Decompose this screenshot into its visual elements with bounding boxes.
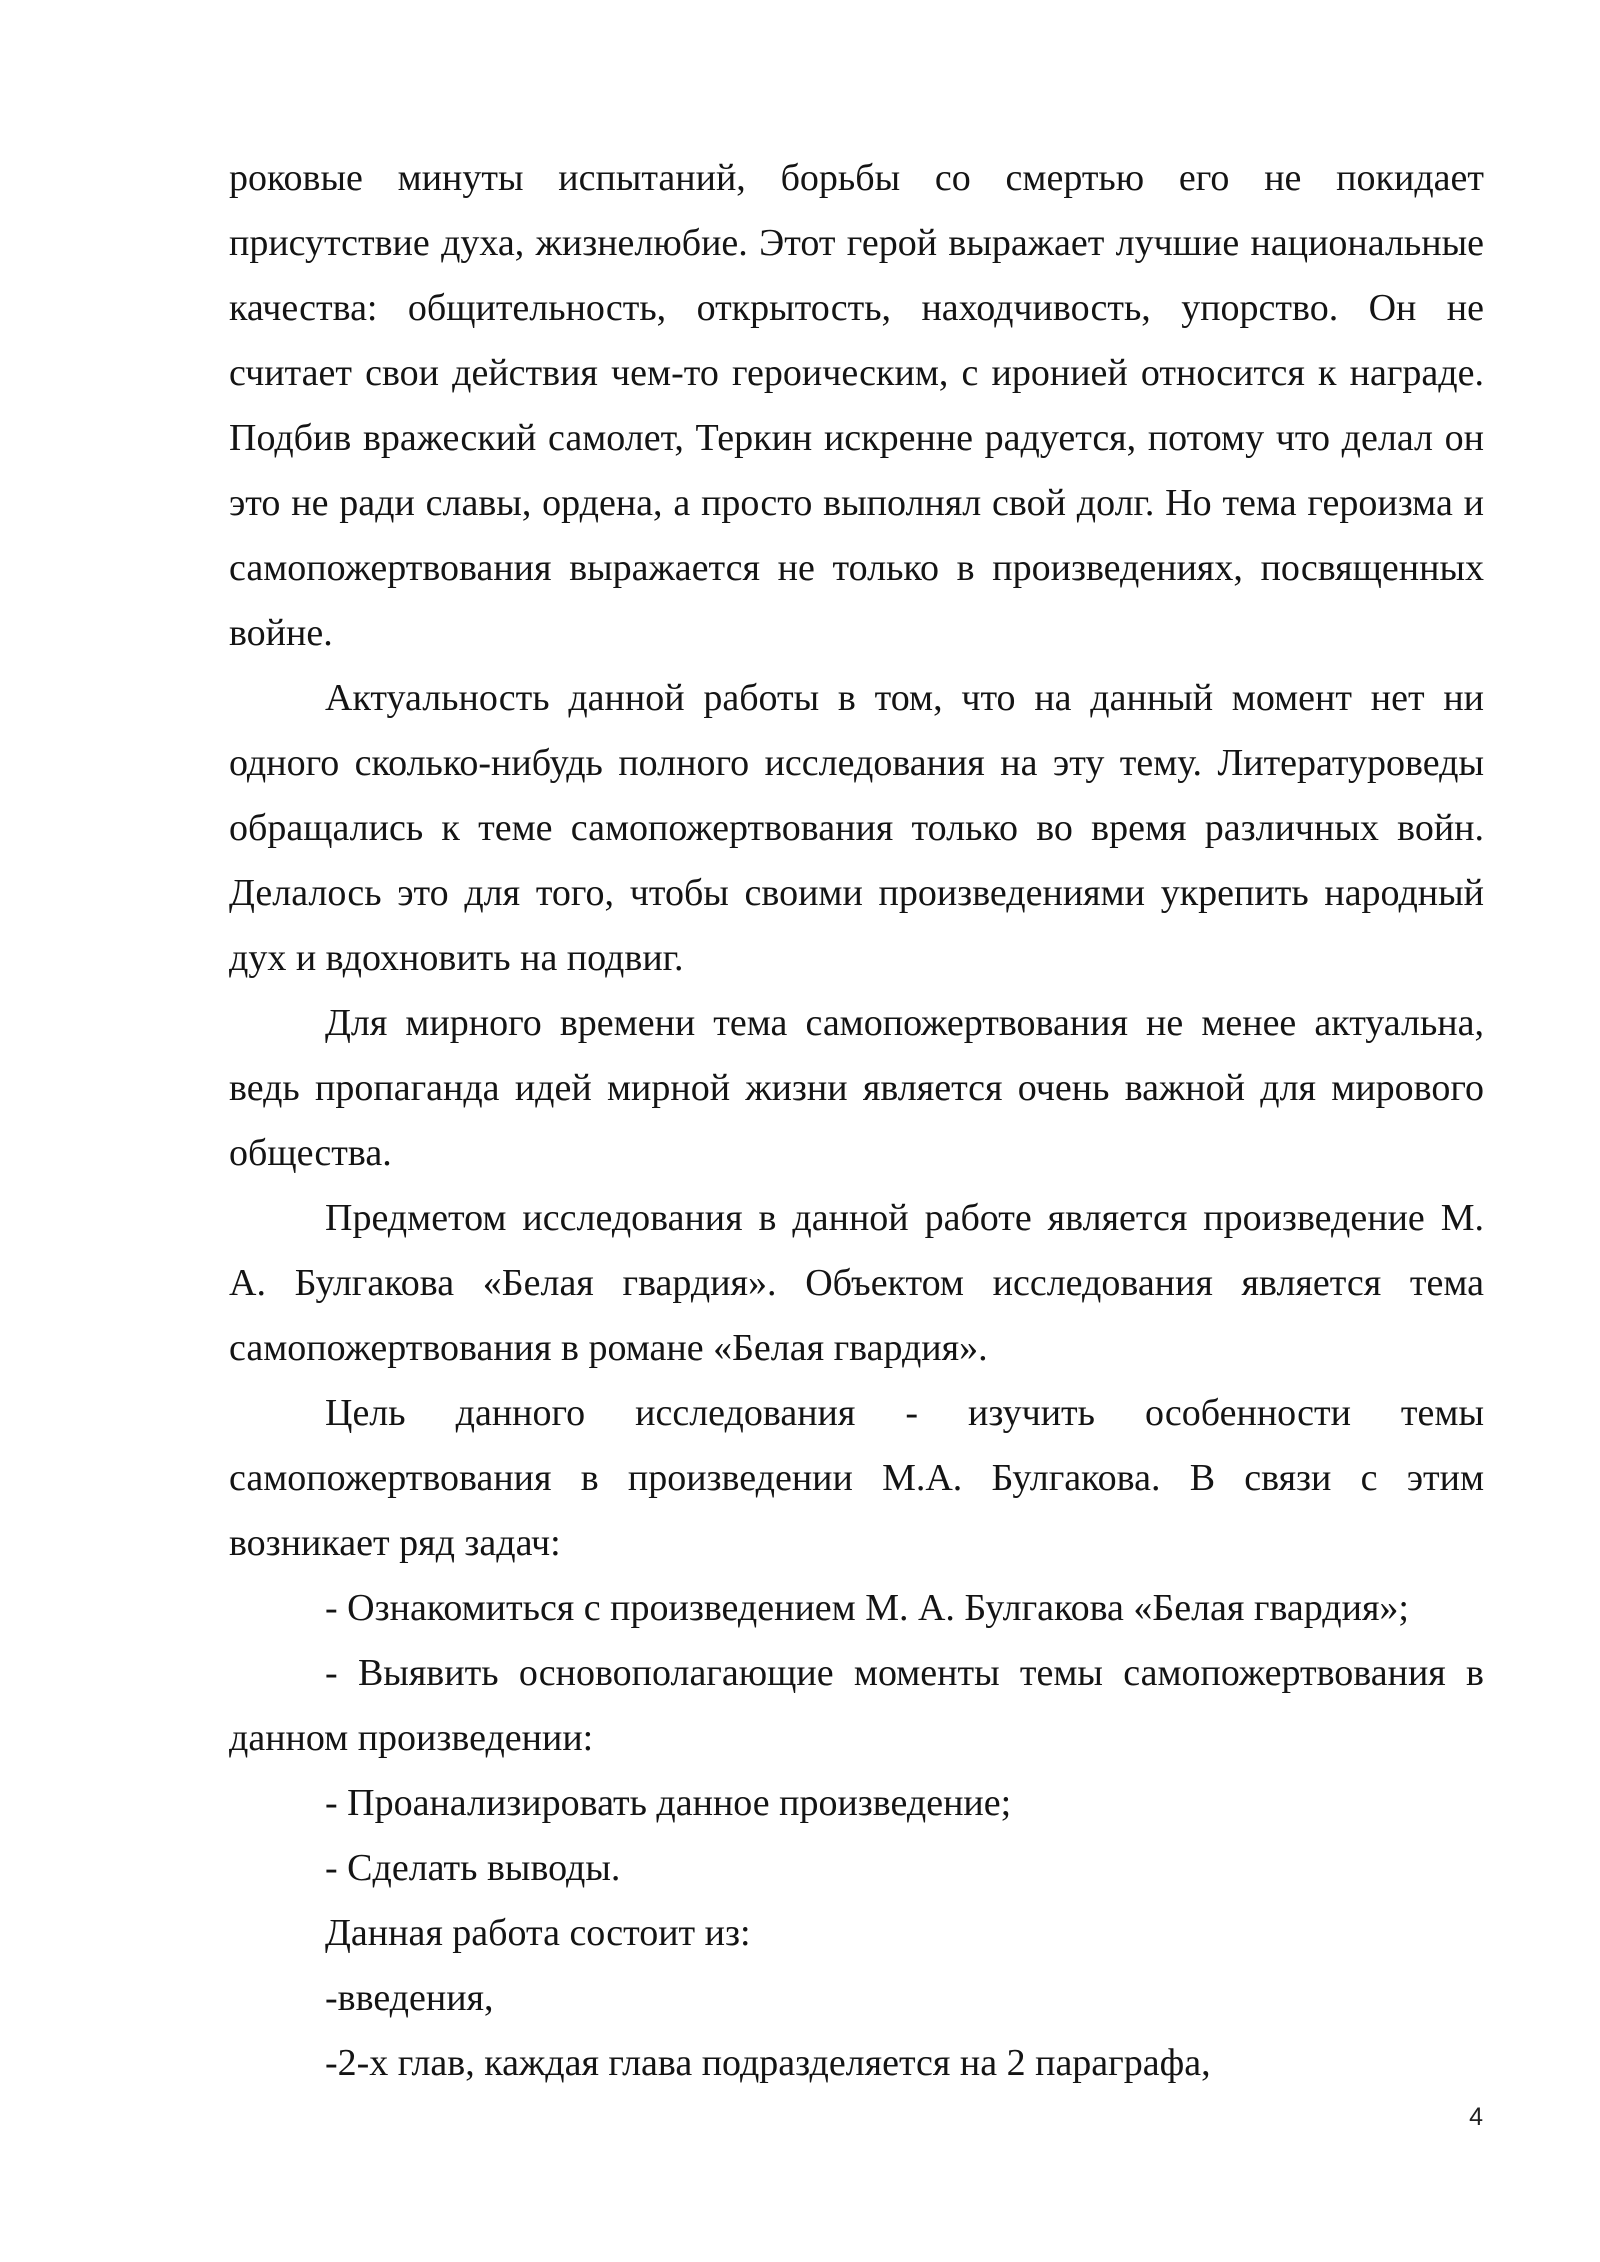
paragraph-relevance: Актуальность данной работы в том, что на данный момент нет ни одного сколько-нибудь полного исследования на эту тему. Литературоведы обращались к теме самопожертвования только во время различных войн. Делалось это для того, чтобы своими произведениями укрепить народный дух и вдохновить на подвиг. [229,677,1484,979]
task-item: - Ознакомиться с произведением М. А. Булгакова «Белая гвардия»; [325,1587,1409,1629]
structure-intro: Данная работа состоит из: [325,1912,751,1954]
structure-item: -2-х глав, каждая глава подразделяется на 2 параграфа, [325,2042,1211,2084]
page-number: 4 [1469,2103,1483,2131]
paragraph-peacetime: Для мирного времени тема самопожертвования не менее актуальна, ведь пропаганда идей мирной жизни является очень важной для мирового общества. [229,1002,1484,1174]
task-item: - Выявить основополагающие моменты темы самопожертвования в данном произведении: [229,1652,1484,1759]
task-item: - Проанализировать данное произведение; [325,1782,1012,1824]
paragraph-continuation: роковые минуты испытаний, борьбы со смертью его не покидает присутствие духа, жизнелюбие. Этот герой выражает лучшие национальные качества: общительность, открытость, находчивость, упорство. Он не считает свои действия чем-то героическим, с иронией относится к награде. Подбив вражеский самолет, Теркин искренне радуется, потому что делал он это не ради славы, ордена, а просто выполнял свой долг. Но тема героизма и самопожертвования выражается не только в произведениях, посвященных войне. [229,157,1484,654]
paragraph-subject-object: Предметом исследования в данной работе является произведение М. А. Булгакова «Белая гвардия». Объектом исследования является тема самопожертвования в романе «Белая гвардия». [229,1197,1484,1369]
paragraph-goal: Цель данного исследования - изучить особенности темы самопожертвования в произведении М.А. Булгакова. В связи с этим возникает ряд задач: [229,1392,1484,1564]
body-text [229,146,1484,2096]
structure-item: -введения, [325,1977,494,2019]
task-item: - Сделать выводы. [325,1847,621,1889]
